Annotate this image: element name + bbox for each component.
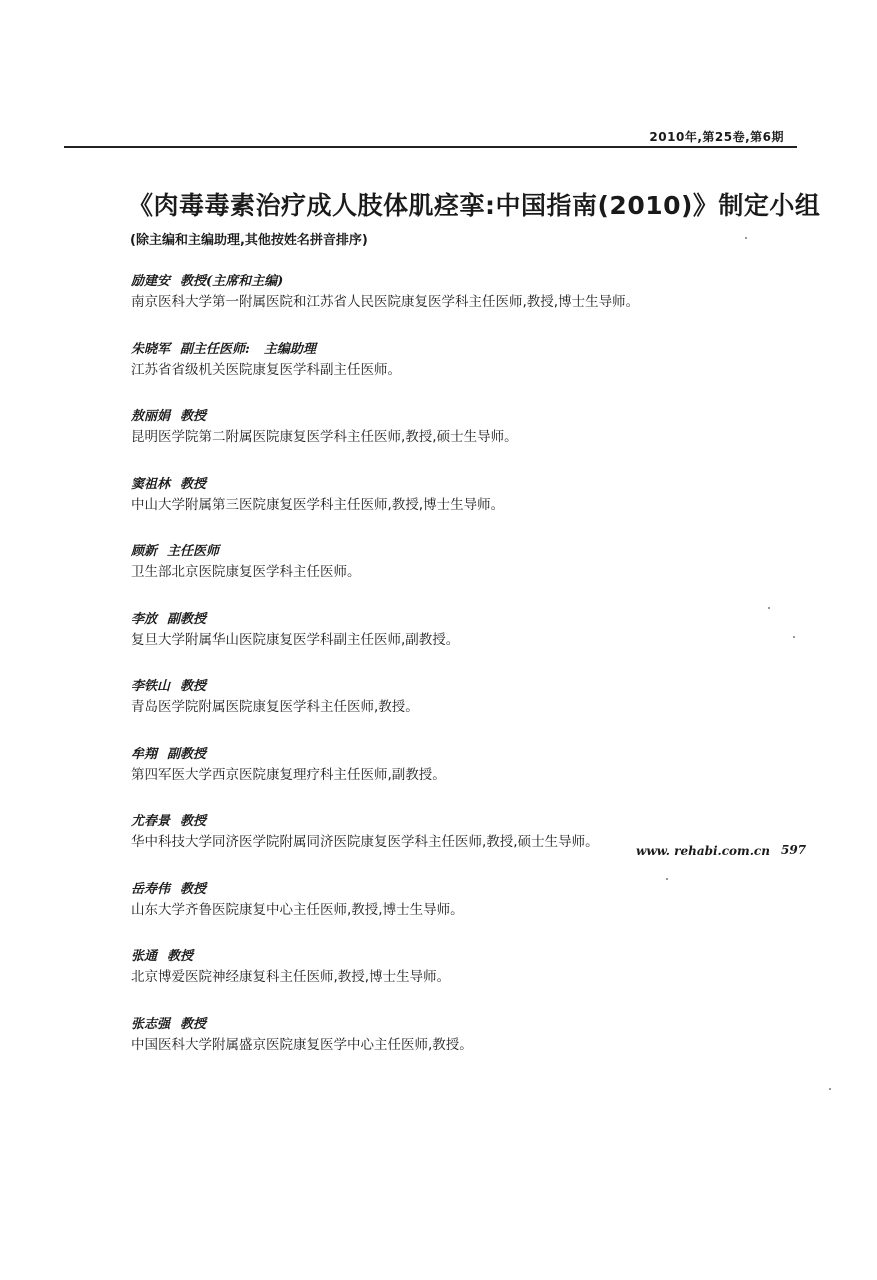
member-affiliation: 华中科技大学同济医学院附属同济医院康复医学科主任医师,教授,硕士生导师。 <box>131 834 599 850</box>
member-affiliation: 复旦大学附属华山医院康复医学科副主任医师,副教授。 <box>131 631 460 648</box>
member-name-line <box>131 745 811 765</box>
member-role: 教授 <box>167 949 194 964</box>
member-name: 窦祖林 <box>131 476 171 492</box>
header-rule <box>64 146 797 148</box>
member-role: 教授(主席和主编) <box>180 274 284 289</box>
member-name: 张通 <box>131 949 158 964</box>
member-name: 李放 <box>131 611 158 627</box>
member-role: 教授 <box>180 1016 207 1032</box>
member-entry <box>131 677 811 745</box>
member-affiliation: 第四军医大学西京医院康复理疗科主任医师,副教授。 <box>131 766 446 783</box>
member-name-line <box>131 812 811 832</box>
member-role: 副教授 <box>167 746 207 762</box>
member-affiliation: 南京医科大学第一附属医院和江苏省人民医院康复医学科主任医师,教授,博士生导师。 <box>131 294 640 310</box>
member-entry <box>131 407 811 475</box>
footer-website: www. rehabi.com.cn <box>636 844 770 858</box>
member-name-line <box>131 542 811 562</box>
member-role: 教授 <box>180 679 207 694</box>
member-name: 励建安 <box>131 274 171 289</box>
scan-speck <box>666 878 668 880</box>
member-affiliation: 山东大学齐鲁医院康复中心主任医师,教授,博士生导师。 <box>131 901 464 918</box>
member-name-line <box>131 880 811 900</box>
member-name: 张志强 <box>131 1016 171 1032</box>
member-name-line <box>131 475 811 495</box>
member-name: 牟翔 <box>131 746 158 762</box>
member-affiliation: 中山大学附属第三医院康复医学科主任医师,教授,博士生导师。 <box>131 496 505 513</box>
member-entry <box>131 272 811 340</box>
member-role: 教授 <box>180 476 207 492</box>
member-affiliation: 中国医科大学附属盛京医院康复医学中心主任医师,教授。 <box>131 1036 473 1053</box>
member-name: 岳寿伟 <box>131 881 171 897</box>
member-affiliation: 青岛医学院附属医院康复医学科主任医师,教授。 <box>131 699 419 715</box>
member-entry <box>131 610 811 678</box>
member-role: 副教授 <box>167 611 207 627</box>
member-name-line <box>131 947 811 967</box>
member-entry <box>131 340 811 408</box>
scan-speck <box>829 1088 831 1090</box>
member-entry <box>131 475 811 543</box>
member-entry <box>131 1015 811 1083</box>
member-affiliation: 昆明医学院第二附属医院康复医学科主任医师,教授,硕士生导师。 <box>131 429 518 445</box>
scan-speck <box>768 607 770 609</box>
member-name-line <box>131 340 811 360</box>
member-affiliation: 北京博爱医院神经康复科主任医师,教授,博士生导师。 <box>131 969 451 985</box>
member-affiliation: 江苏省省级机关医院康复医学科副主任医师。 <box>131 361 401 378</box>
member-name-line <box>131 1015 811 1035</box>
page-number: 597 <box>781 843 807 857</box>
member-role: 副主任医师: <box>180 341 250 357</box>
member-secondary-role: 主编助理 <box>263 341 316 357</box>
member-entry <box>131 745 811 813</box>
member-affiliation: 卫生部北京医院康复医学科主任医师。 <box>131 564 361 580</box>
member-name: 尤春景 <box>131 814 171 829</box>
member-name-line <box>131 407 811 427</box>
member-list <box>131 272 811 1082</box>
page-subtitle: (除主编和主编助理,其他按姓名拼音排序) <box>130 233 368 248</box>
member-role: 教授 <box>180 814 207 829</box>
member-entry <box>131 542 811 610</box>
member-name-line <box>131 610 811 630</box>
member-role: 教授 <box>180 409 207 424</box>
member-name-line <box>131 677 811 697</box>
page-title: 《肉毒毒素治疗成人肢体肌痉挛:中国指南(2010)》制定小组 <box>128 191 821 220</box>
member-name: 朱晓军 <box>131 341 171 357</box>
member-name: 顾新 <box>131 544 158 559</box>
scan-speck <box>793 636 795 638</box>
member-name-line <box>131 272 811 292</box>
running-head-issue: 2010年,第25卷,第6期 <box>649 130 784 144</box>
member-entry <box>131 880 811 948</box>
member-role: 教授 <box>180 881 207 897</box>
member-entry <box>131 947 811 1015</box>
member-role: 主任医师 <box>167 544 220 559</box>
scan-speck <box>745 237 747 239</box>
member-name: 李铁山 <box>131 679 171 694</box>
member-name: 敖丽娟 <box>131 409 171 424</box>
